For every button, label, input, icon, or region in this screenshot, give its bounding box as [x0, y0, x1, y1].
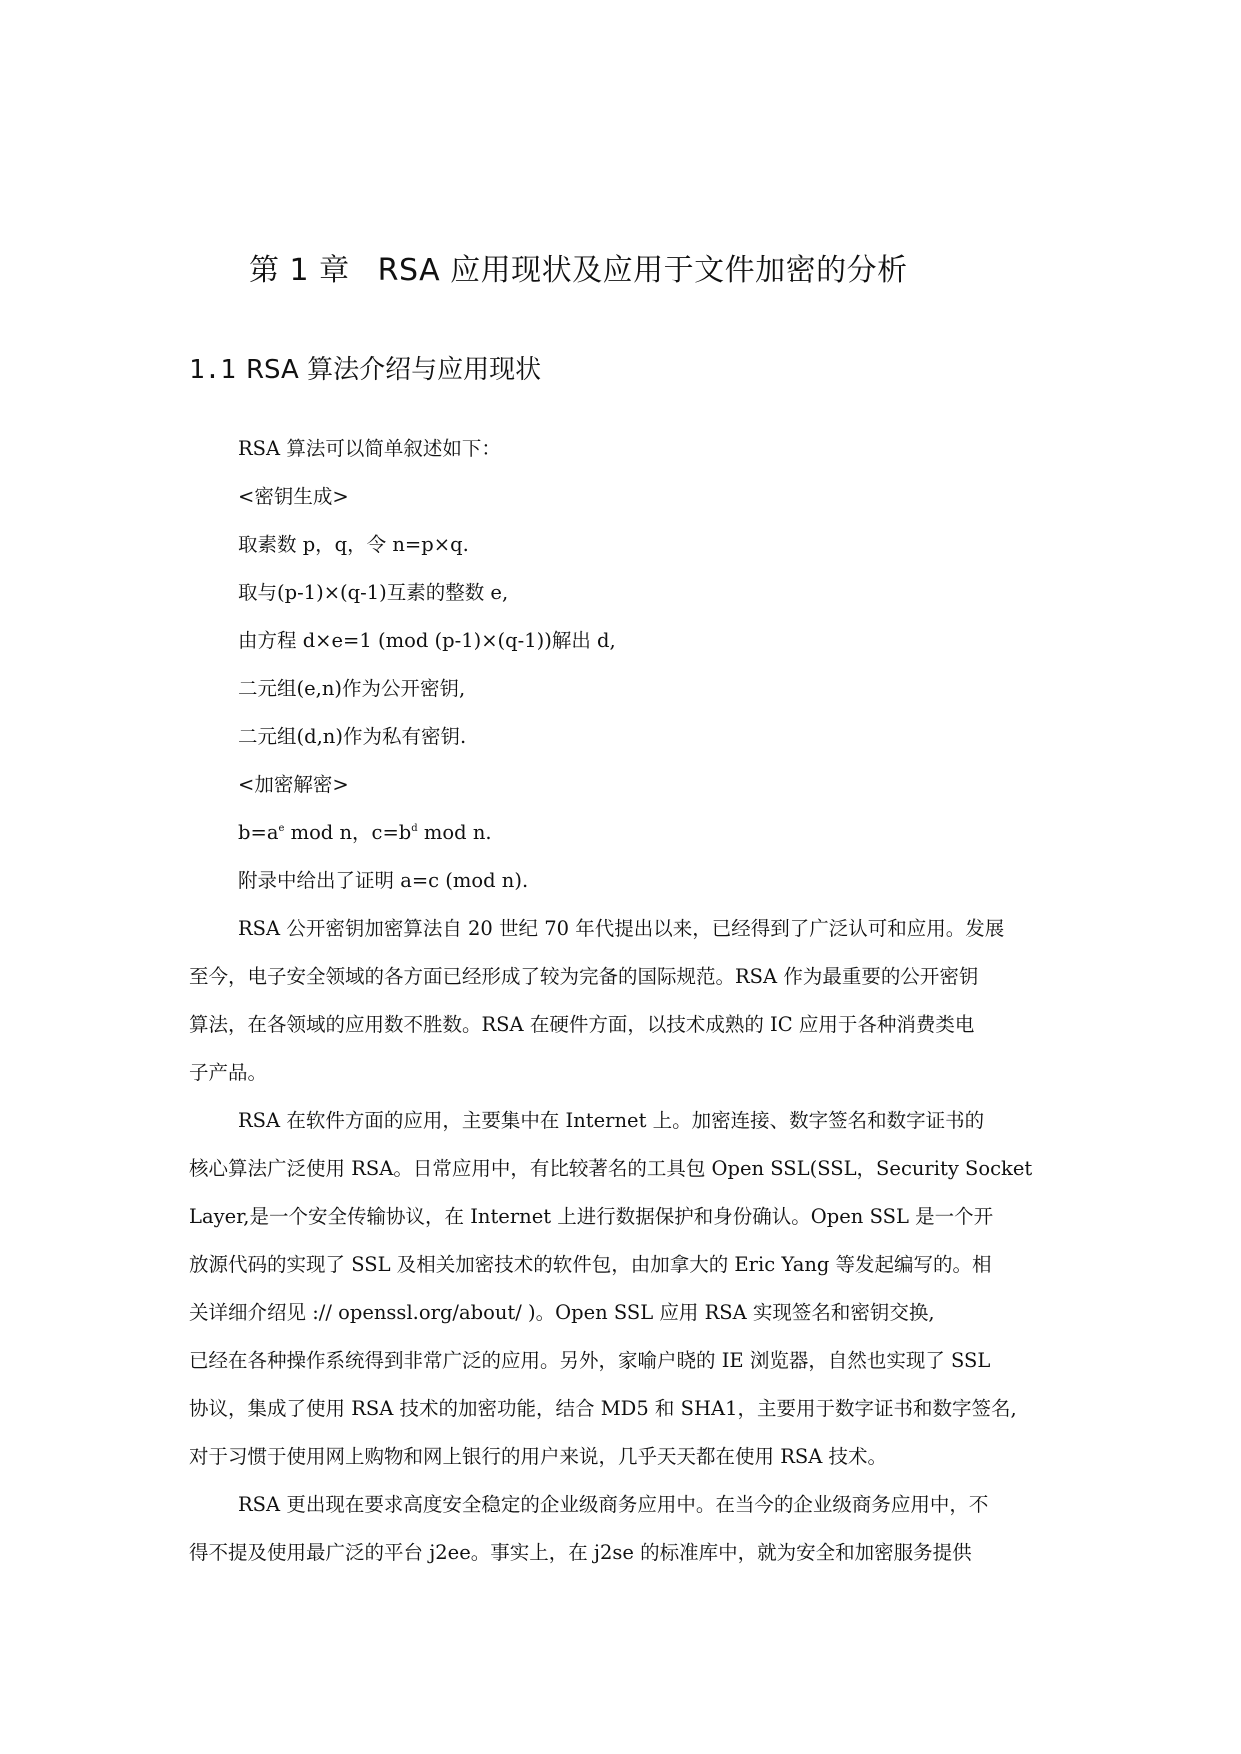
section-title-text: RSA 算法介绍与应用现状: [245, 355, 542, 385]
algorithm-intro: RSA 算法可以简单叙述如下：: [238, 437, 501, 460]
proof-note: 附录中给出了证明 a=c (mod n).: [238, 869, 529, 892]
formula-b-suffix: mod n，c=b: [284, 821, 412, 844]
paragraph-1-line: 算法，在各领域的应用数不胜数。RSA 在硬件方面，以技术成熟的 IC 应用于各种消费类电: [189, 1013, 975, 1036]
paragraph-2-line: 核心算法广泛使用 RSA。日常应用中，有比较著名的工具包 Open SSL(SSL，Security Socket: [189, 1157, 1033, 1180]
keygen-step-5: 二元组(d,n)作为私有密钥.: [238, 725, 467, 748]
chapter-title: [249, 253, 908, 289]
paragraph-1-line: 至今，电子安全领域的各方面已经形成了较为完备的国际规范。RSA 作为最重要的公开密钥: [189, 965, 979, 988]
paragraph-2-line: 放源代码的实现了 SSL 及相关加密技术的软件包，由加拿大的 Eric Yang 等发起编写的。相: [189, 1253, 992, 1276]
chapter-number: 第 1 章: [249, 253, 350, 288]
formula-b-prefix: b=a: [238, 821, 279, 844]
paragraph-1-line: RSA 公开密钥加密算法自 20 世纪 70 年代提出以来，已经得到了广泛认可和应用。发展: [238, 917, 1005, 940]
paragraph-1-line: 子产品。: [189, 1061, 268, 1084]
formula-c-suffix: mod n.: [417, 821, 492, 844]
keygen-step-2: 取与(p-1)×(q-1)互素的整数 e,: [238, 581, 509, 604]
section-number: 1.1: [189, 355, 236, 385]
chapter-title-text: RSA 应用现状及应用于文件加密的分析: [377, 253, 908, 288]
keygen-step-4: 二元组(e,n)作为公开密钥,: [238, 677, 466, 700]
paragraph-2-line: 关详细介绍见 :// openssl.org/about/ )。Open SSL 应用 RSA 实现签名和密钥交换,: [189, 1301, 935, 1324]
paragraph-2-line: Layer,是一个安全传输协议，在 Internet 上进行数据保护和身份确认。Open SSL 是一个开: [189, 1205, 994, 1228]
keygen-step-3: 由方程 d×e=1 (mod (p-1)×(q-1))解出 d,: [238, 629, 616, 652]
paragraph-2-line: 协议，集成了使用 RSA 技术的加密功能，结合 MD5 和 SHA1，主要用于数字证书和数字签名,: [189, 1397, 1017, 1420]
paragraph-3-line: RSA 更出现在要求高度安全稳定的企业级商务应用中。在当今的企业级商务应用中，不: [238, 1493, 989, 1516]
formula-exponent-e: e: [278, 823, 285, 834]
section-title: [189, 354, 541, 386]
paragraph-2-line: RSA 在软件方面的应用，主要集中在 Internet 上。加密连接、数字签名和数字证书的: [238, 1109, 985, 1132]
formula-exponent-d: d: [411, 823, 418, 834]
crypt-header: <加密解密>: [238, 773, 349, 796]
paragraph-2-line: 对于习惯于使用网上购物和网上银行的用户来说，几乎天天都在使用 RSA 技术。: [189, 1445, 888, 1468]
keygen-header: <密钥生成>: [238, 485, 349, 508]
rsa-formula: [238, 820, 492, 846]
paragraph-3-line: 得不提及使用最广泛的平台 j2ee。事实上，在 j2se 的标准库中，就为安全和加密服务提供: [189, 1541, 972, 1564]
paragraph-2-line: 已经在各种操作系统得到非常广泛的应用。另外，家喻户晓的 IE 浏览器，自然也实现了 SSL: [189, 1349, 991, 1372]
keygen-step-1: 取素数 p，q，令 n=p×q.: [238, 533, 469, 556]
